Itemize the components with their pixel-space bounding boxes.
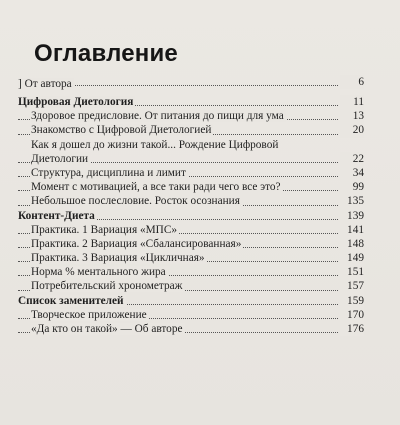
page-title: Оглавление: [34, 40, 178, 67]
toc-entry-page: 151: [340, 265, 364, 279]
toc-entry: [18, 265, 364, 279]
toc-section-label: Контент-Диета: [18, 209, 95, 222]
toc-entry: [18, 138, 364, 166]
toc-entry: [18, 322, 364, 336]
toc-entry-label: Потребительский хронометраж: [31, 280, 183, 293]
toc-entry-label-continued: Диетологии: [31, 152, 89, 165]
toc-entry-label: Небольшое послесловие. Росток осознания: [31, 195, 240, 208]
table-of-contents: [18, 77, 364, 336]
toc-entry-label: ] От автора: [18, 78, 72, 90]
toc-section: [18, 294, 364, 308]
toc-entry-label: Как я дошел до жизни такой... Рождение Цифровой: [31, 138, 279, 151]
toc-entry-page: 22: [340, 152, 364, 166]
toc-entry-label: Знакомство с Цифровой Диетологией: [31, 124, 212, 137]
toc-section-label: Список заменителей: [18, 294, 124, 307]
toc-entry-page: 34: [340, 166, 364, 180]
toc-entry-page: 159: [340, 294, 364, 308]
toc-entry: [18, 77, 364, 95]
toc-entry: [18, 166, 364, 180]
toc-entry-page: 139: [340, 209, 364, 223]
toc-entry-label: Норма % ментального жира: [31, 266, 166, 279]
toc-entry-label: Структура, дисциплина и лимит: [31, 166, 186, 179]
toc-entry: [18, 251, 364, 265]
toc-entry: [18, 180, 364, 194]
toc-entry-page: 149: [340, 251, 364, 265]
toc-entry-page: 141: [340, 223, 364, 237]
toc-section: [18, 95, 364, 109]
toc-entry-label: Практика. 2 Вариация «Сбалансированная»: [31, 237, 242, 250]
toc-entry: [18, 194, 364, 208]
toc-section-label: Цифровая Диетология: [18, 96, 134, 108]
toc-entry-page: 170: [340, 308, 364, 322]
toc-entry: [18, 308, 364, 322]
toc-entry: [18, 223, 364, 237]
toc-entry-label: Творческое приложение: [31, 308, 147, 321]
toc-entry-page: 13: [340, 109, 364, 123]
toc-entry-page: 148: [340, 237, 364, 251]
toc-entry-page: 6: [340, 75, 364, 89]
toc-entry: [18, 123, 364, 137]
toc-entry-label: Практика. 1 Вариация «МПС»: [31, 223, 177, 236]
toc-entry-page: 135: [340, 194, 364, 208]
toc-entry: [18, 237, 364, 251]
toc-entry-label: Момент с мотивацией, а все таки ради чего все это?: [31, 181, 281, 194]
toc-entry-label: Здоровое предисловие. От питания до пищи для ума: [31, 110, 284, 123]
toc-entry-page: 20: [340, 123, 364, 137]
toc-entry-label: «Да кто он такой» — Об авторе: [31, 323, 183, 336]
toc-entry-page: 11: [340, 95, 364, 109]
toc-entry-page: 99: [340, 180, 364, 194]
toc-entry: [18, 109, 364, 123]
toc-entry-page: 176: [340, 322, 364, 336]
toc-entry: [18, 279, 364, 293]
toc-section: [18, 209, 364, 223]
toc-entry-page: 157: [340, 279, 364, 293]
toc-entry-label: Практика. 3 Вариация «Цикличная»: [31, 252, 205, 265]
